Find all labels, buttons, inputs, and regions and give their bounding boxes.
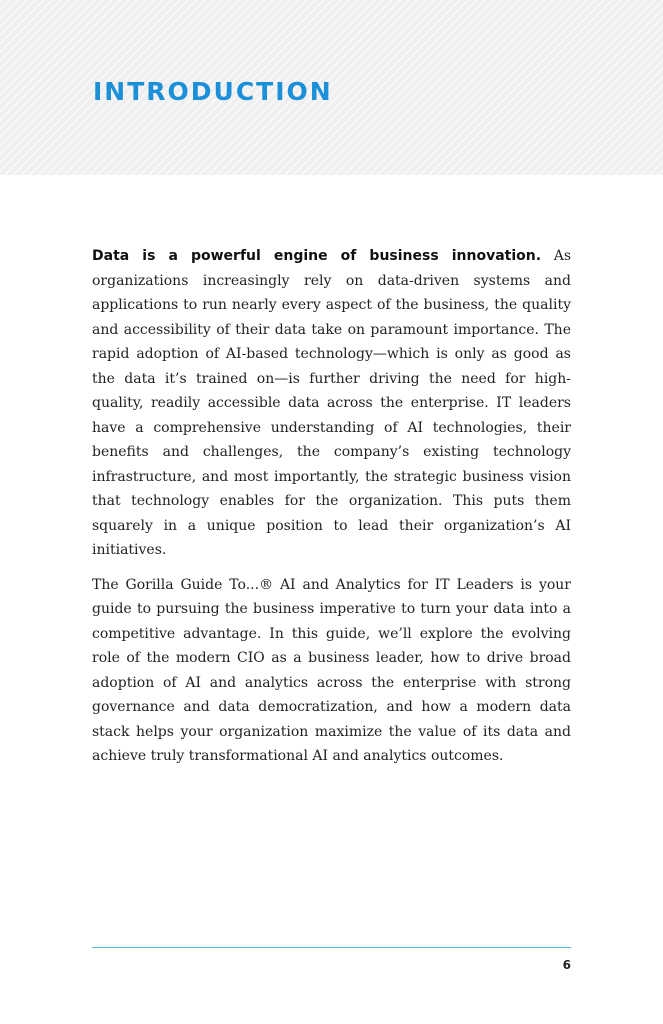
footer-divider: [92, 947, 571, 948]
chapter-title: INTRODUCTION: [93, 77, 333, 106]
paragraph-2: The Gorilla Guide To...® AI and Analytics for IT Leaders is your guide to pursuing the business imperative to turn your data into a competitive advantage. In this guide, we’ll explore the evolving role of the modern CIO as a business leader, how to drive broad adoption of AI and analytics across the enterprise with strong governance and data democratization, and how a modern data stack helps your organization maximize the value of its data and achieve truly transformational AI and analytics outcomes.: [92, 576, 571, 764]
chapter-header-band: [0, 0, 663, 175]
paragraph-1-text: As organizations increasingly rely on data-driven systems and applications to run nearly every aspect of the business, the quality and accessibility of their data take on paramount importance. The rapid adoption of AI-based technology—which is only as good as the data it’s trained on—is further driving the need for high-quality, readily accessible data across the enterprise. IT leaders have a comprehensive understanding of AI technologies, their benefits and challenges, the company’s existing technology infrastructure, and most importantly, the strategic business vision that technology enables for the organization. This puts them squarely in a unique position to lead their organization’s AI initiatives.: [92, 248, 571, 558]
paragraph-1-lead: Data is a powerful engine of business innovation.: [92, 248, 542, 264]
body-text: [92, 244, 571, 779]
paragraph-1: [92, 244, 571, 563]
page-number: 6: [562, 958, 571, 972]
